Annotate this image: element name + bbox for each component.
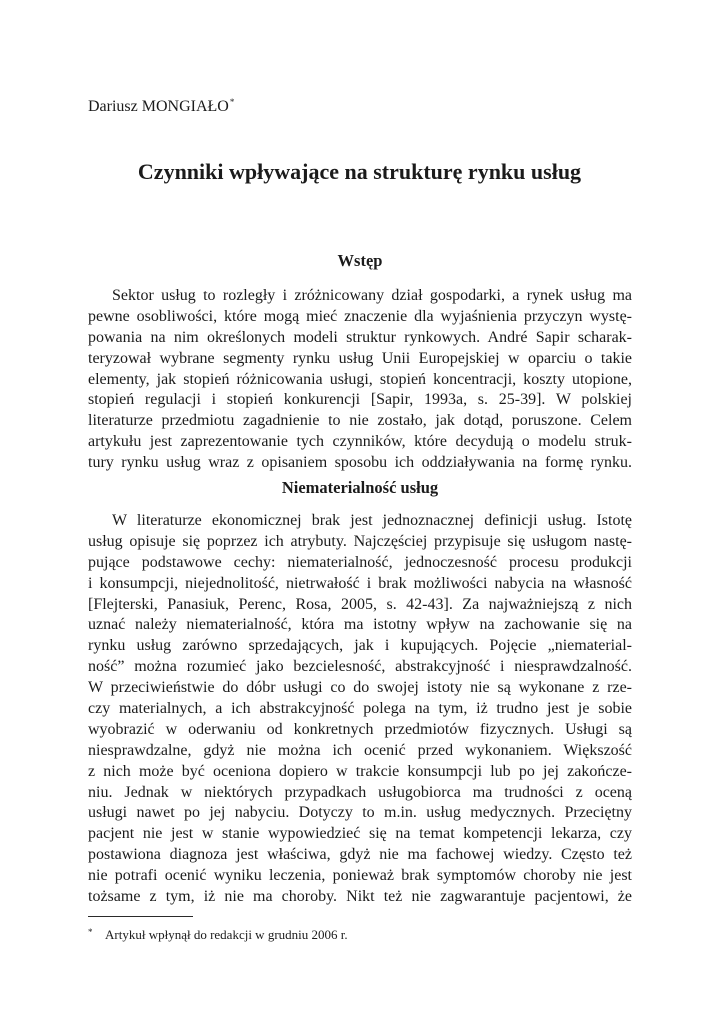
paper-title: Czynniki wpływające na strukturę rynku usług (137, 159, 582, 184)
section-heading-intro: Wstęp (337, 251, 383, 270)
text-line: pewne osobliwości, które mogą mieć znaczenie dla wyjaśnienia przyczyn wystę- (88, 307, 632, 325)
text-line: uznać należy niematerialność, która ma istotny wpływ na zachowanie się na (88, 616, 632, 634)
text-line: wyobrazić w oderwaniu od konkretnych przedmiotów fizycznych. Usługi są (88, 720, 632, 738)
author-line (88, 97, 234, 118)
text-line: elementy, jak stopień różnicowania usługi, stopień koncentracji, koszty utopione, (88, 370, 632, 388)
section-heading-intangibility: Niematerialność usług (281, 478, 439, 497)
author-footnote-marker: * (229, 97, 235, 107)
text-line: Sektor usług to rozległy i zróżnicowany dział gospodarki, a rynek usług ma (112, 287, 632, 304)
text-line: teryzował wybrane segmenty rynku usług Unii Europejskiej w oparciu o takie (88, 349, 632, 367)
text-line: pujące podstawowe cechy: niematerialność, jednoczesność procesu produkcji (88, 553, 632, 571)
text-line: tożsame z tym, iż nie ma choroby. Nikt też nie zagwarantuje pacjentowi, że (88, 888, 632, 906)
text-line: artykułu jest zaprezentowanie tych czynników, które decydują o modelu struk- (88, 433, 632, 451)
text-line: postawiona diagnoza jest właściwa, gdyż nie ma fachowej wiedzy. Często też (88, 846, 632, 864)
text-line: nie potrafi ocenić wyniku leczenia, ponieważ brak symptomów choroby nie jest (88, 867, 632, 885)
text-line: niu. Jednak w niektórych przypadkach usługobiorca ma trudności z oceną (88, 783, 632, 801)
text-line: czy materialnych, a ich abstrakcyjność polega na tym, iż trudno jest je sobie (88, 700, 632, 718)
text-line: W przeciwieństwie do dóbr usługi co do swojej istoty nie są wykonane z rze- (88, 679, 632, 697)
text-line: niesprawdzalne, gdyż nie można ich ocenić przed wykonaniem. Większość (88, 741, 632, 759)
text-line: tury rynku usług wraz z opisaniem sposobu ich oddziaływania na formę rynku. (88, 454, 632, 472)
footnote-divider (88, 916, 193, 917)
footnote-text: Artykuł wpłynął do redakcji w grudniu 2006 r. (105, 927, 348, 942)
text-line: powania na nim określonych modeli struktur rynkowych. André Sapir scharak- (88, 328, 632, 346)
text-line: i konsumpcji, niejednolitość, nietrwałość i brak możliwości nabycia na własność (88, 574, 632, 592)
author-name: Dariusz MONGIAŁO (88, 98, 229, 115)
text-line: usług opisuje się poprzez ich atrybuty. Najczęściej przypisuje się usługom nastę- (88, 532, 632, 550)
footnote (88, 927, 632, 944)
text-line: W literaturze ekonomicznej brak jest jednoznacznej definicji usług. Istotę (112, 512, 632, 529)
paragraph-intangibility (88, 511, 632, 908)
text-line: pacjent nie jest w stanie wypowiedzieć się na temat kompetencji lekarza, czy (88, 825, 632, 843)
text-line: rynku usług zarówno sprzedających, jak i kupujących. Pojęcie „niematerial- (88, 637, 632, 655)
text-line: usługi nawet po jej nabyciu. Dotyczy to m.in. usług medycznych. Przeciętny (88, 804, 632, 822)
text-line: stopień regulacji i stopień konkurencji [Sapir, 1993a, s. 25-39]. W polskiej (88, 391, 632, 409)
text-line: literaturze przedmiotu zagadnienie to nie zostało, jak dotąd, poruszone. Celem (88, 412, 632, 430)
text-line: [Flejterski, Panasiuk, Perenc, Rosa, 2005, s. 42-43]. Za najważniejszą z nich (88, 595, 632, 613)
footnote-marker: * (88, 927, 93, 937)
text-line: z nich może być oceniona dopiero w trakcie konsumpcji lub po jej zakończe- (88, 762, 632, 780)
text-line: ność” można rozumieć jako bezcielesność, abstrakcyjność i niesprawdzalność. (88, 658, 632, 676)
paragraph-intro (88, 286, 632, 474)
